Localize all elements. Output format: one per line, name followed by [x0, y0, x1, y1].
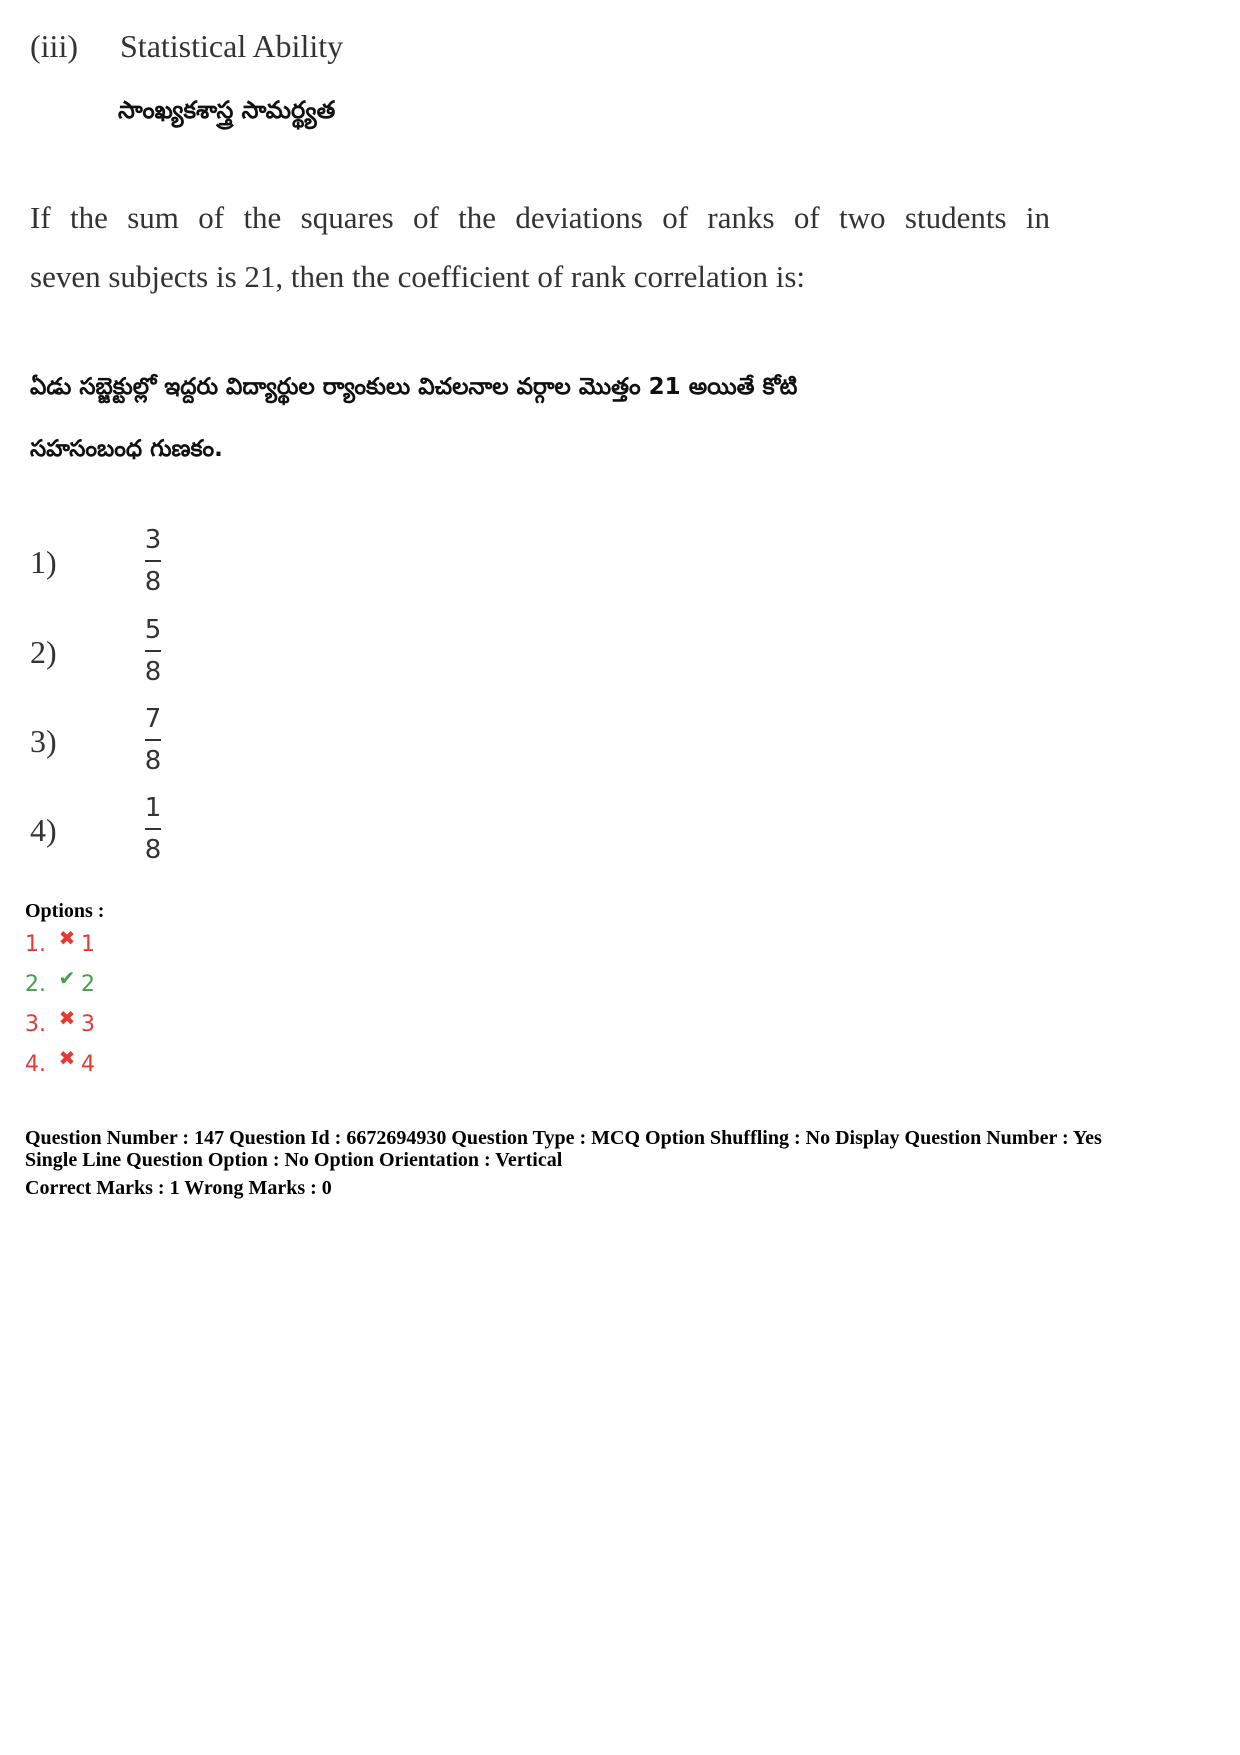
fraction-denominator: 8 — [144, 567, 162, 597]
choice-fraction — [128, 522, 178, 600]
fraction-denominator: 8 — [144, 746, 162, 776]
question-english-line-1: If the sum of the squares of the deviations of ranks of two students in — [30, 200, 1050, 235]
question-marks: Correct Marks : 1 Wrong Marks : 0 — [25, 1177, 332, 1199]
question-text-telugu — [30, 356, 797, 480]
fraction-bar — [145, 828, 161, 830]
option-index: 3. — [25, 1012, 46, 1037]
fraction-denominator: 8 — [144, 657, 162, 687]
section-title: Statistical Ability — [120, 28, 344, 64]
question-telugu-line-1: ఏడు సబ్జెక్టుల్లో ఇద్దరు విద్యార్థుల ర్యాంకులు విచలనాల వర్గాల మొత్తం 21 అయితే కోటి — [30, 374, 798, 400]
cross-icon: ✖ — [58, 1006, 76, 1030]
choice-label: 3) — [30, 723, 57, 759]
fraction-bar — [145, 560, 161, 562]
option-index: 2. — [25, 972, 46, 997]
choice-label: 4) — [30, 812, 57, 848]
choice-label: 1) — [30, 544, 57, 580]
choice-fraction — [128, 790, 178, 868]
fraction-bar — [145, 739, 161, 741]
section-number: (iii) — [30, 28, 78, 64]
fraction-numerator: 5 — [144, 615, 162, 645]
option-value: 2 — [81, 972, 95, 997]
option-value: 4 — [81, 1052, 95, 1077]
fraction-numerator: 3 — [144, 525, 162, 555]
question-meta-line-2: Single Line Question Option : No Option Orientation : Vertical — [25, 1149, 563, 1171]
cross-icon: ✖ — [58, 1046, 76, 1070]
fraction-bar — [145, 650, 161, 652]
fraction-denominator: 8 — [144, 835, 162, 865]
section-title-telugu: సాంఖ్యకశాస్త్ర సామర్థ్యత — [118, 96, 336, 124]
question-english-line-2: seven subjects is 21, then the coefficient of rank correlation is: — [30, 259, 806, 294]
options-title: Options : — [25, 900, 105, 922]
option-index: 4. — [25, 1052, 46, 1077]
option-item-2 — [25, 966, 95, 997]
fraction-numerator: 7 — [144, 704, 162, 734]
question-telugu-line-2: సహసంబంధ గుణకం. — [30, 436, 223, 462]
check-icon: ✔ — [58, 966, 76, 990]
question-meta-line-1: Question Number : 147 Question Id : 6672694930 Question Type : MCQ Option Shuffling : No Display Question Number : Yes — [25, 1127, 1102, 1149]
option-item-1 — [25, 926, 95, 957]
section-heading — [30, 28, 343, 65]
question-text-english — [30, 188, 1050, 306]
fraction-numerator: 1 — [144, 793, 162, 823]
option-item-3 — [25, 1006, 95, 1037]
choice-label: 2) — [30, 634, 57, 670]
cross-icon: ✖ — [58, 926, 76, 950]
option-item-4 — [25, 1046, 95, 1077]
option-index: 1. — [25, 932, 46, 957]
choice-fraction — [128, 612, 178, 690]
choice-fraction — [128, 701, 178, 779]
option-value: 3 — [81, 1012, 95, 1037]
option-value: 1 — [81, 932, 95, 957]
